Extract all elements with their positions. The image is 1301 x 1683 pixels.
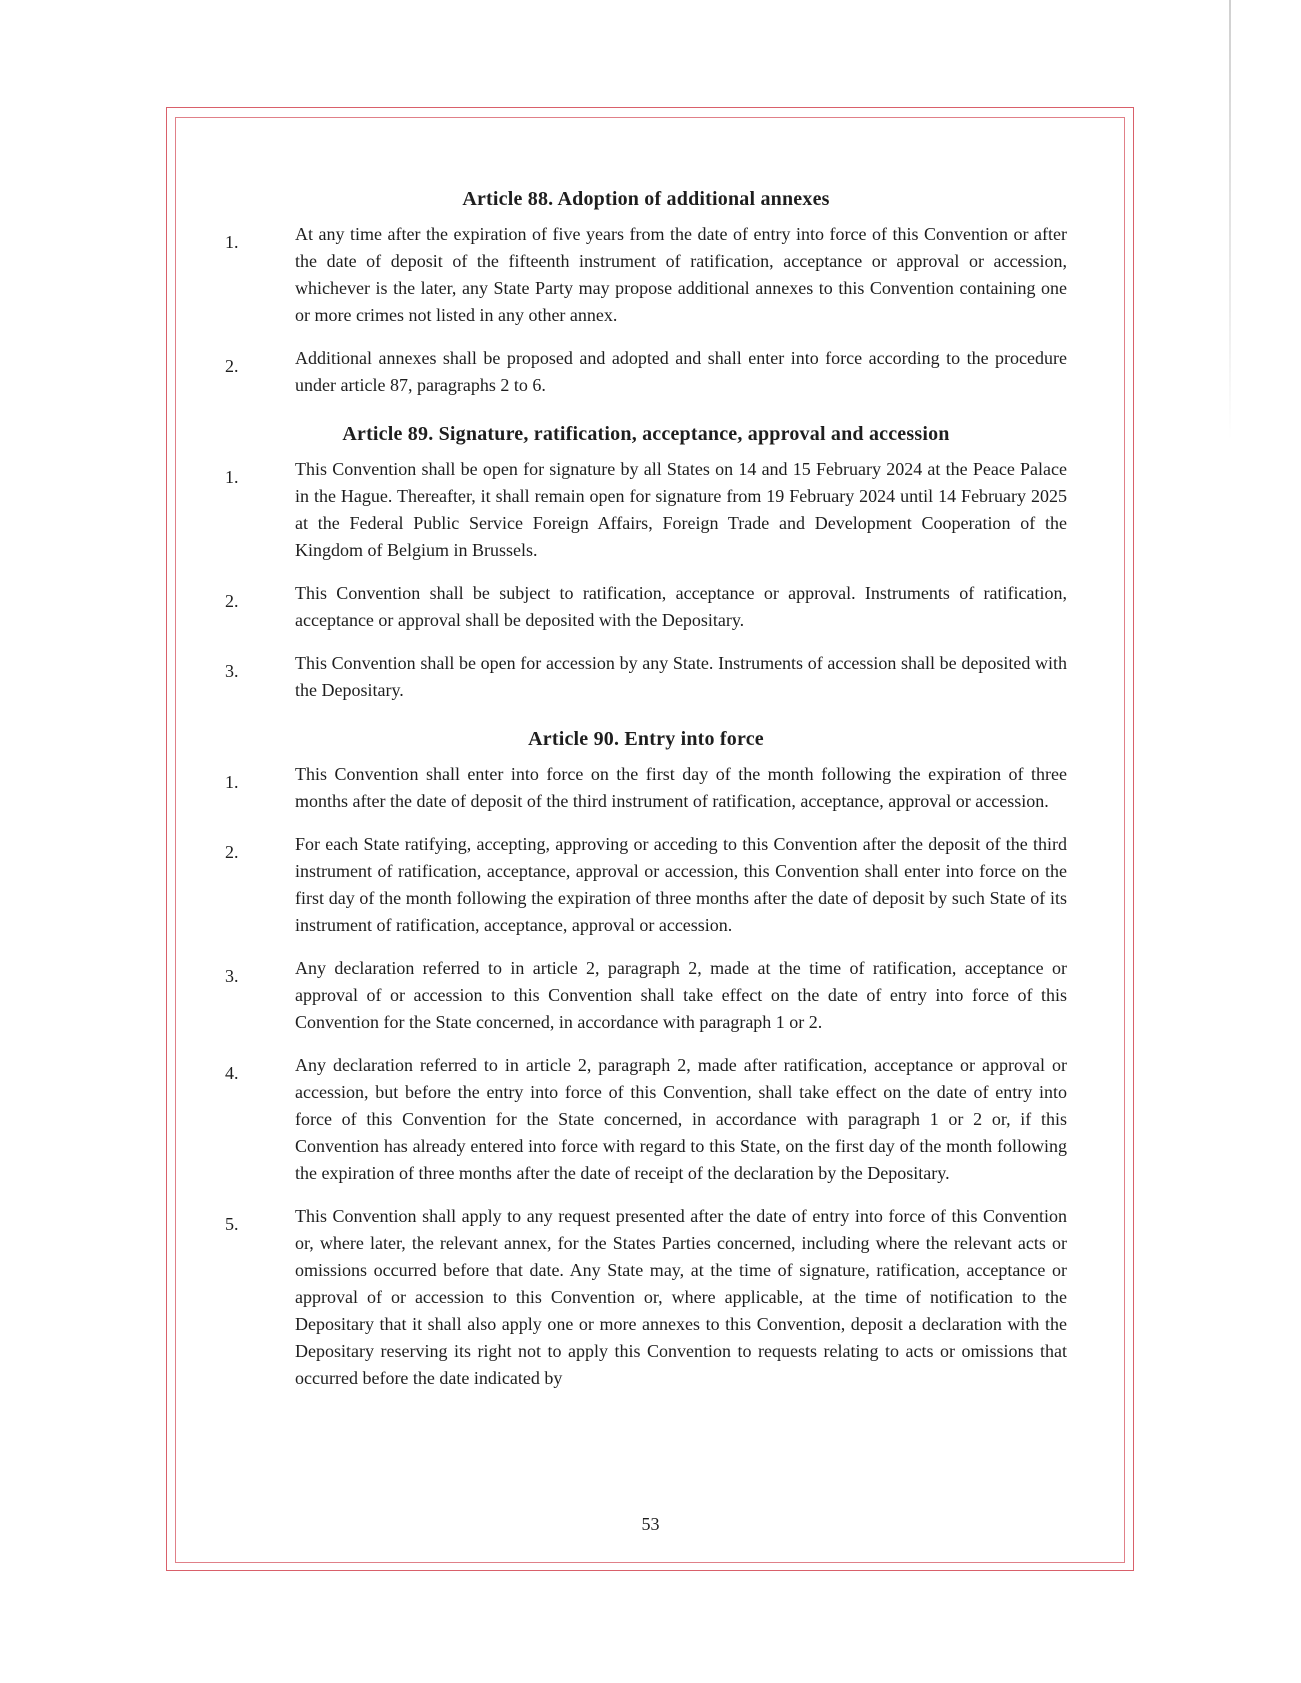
- paragraph: [225, 831, 1067, 939]
- article-heading: Article 89. Signature, ratification, acceptance, approval and accession: [342, 423, 950, 445]
- paragraph-text: This Convention shall be open for signature by all States on 14 and 15 February 2024 at the Peace Palace in the Hague. Thereafter, it shall remain open for signature from 19 February 2024 until 14 February 2025 at the Federal Public Service Foreign Affairs, Foreign Trade and Development Cooperation of the Kingdom of Belgium in Brussels.: [295, 459, 1067, 560]
- paragraph-number: 2.: [225, 356, 239, 376]
- paragraph: [225, 761, 1067, 815]
- paragraph: [225, 955, 1067, 1036]
- paragraph-text: This Convention shall enter into force on the first day of the month following the expiration of three months after the date of deposit of the third instrument of ratification, acceptance, approval or accession.: [295, 764, 1067, 811]
- paragraph-number: 3.: [225, 661, 239, 681]
- paragraph-text: Additional annexes shall be proposed and adopted and shall enter into force according to the procedure under article 87, paragraphs 2 to 6.: [295, 348, 1067, 395]
- article-heading: Article 90. Entry into force: [528, 728, 764, 750]
- paragraph-text: Any declaration referred to in article 2, paragraph 2, made after ratification, acceptance or approval or accession, but before the entry into force of this Convention, shall take effect on the date of entry into force of this Convention for the State concerned, in accordance with paragraph 1 or 2 or, if this Convention has already entered into force with regard to this State, on the first day of the month following the expiration of three months after the date of receipt of the declaration by the Depositary.: [295, 1055, 1067, 1183]
- paragraph: [225, 1052, 1067, 1187]
- scan-edge-line: [1229, 0, 1231, 440]
- paragraph-number: 2.: [225, 842, 239, 862]
- page-number: 53: [641, 1514, 660, 1534]
- paragraph: [225, 650, 1067, 704]
- paragraph-text: For each State ratifying, accepting, approving or acceding to this Convention after the deposit of the third instrument of ratification, acceptance, approval or accession, this Convention shall enter into force on the first day of the month following the expiration of three months after the date of deposit by such State of its instrument of ratification, acceptance, approval or accession.: [295, 834, 1067, 935]
- paragraph-number: 3.: [225, 966, 239, 986]
- paragraph-text: Any declaration referred to in article 2, paragraph 2, made at the time of ratification, acceptance or approval of or accession to this Convention shall take effect on the date of entry into force of this Convention for the State concerned, in accordance with paragraph 1 or 2.: [295, 958, 1067, 1032]
- article-88: [225, 188, 1067, 399]
- paragraph-number: 1.: [225, 467, 239, 487]
- paragraph-number: 1.: [225, 772, 239, 792]
- paragraph-text: At any time after the expiration of five years from the date of entry into force of this Convention or after the date of deposit of the fifteenth instrument of ratification, acceptance or approval or accession, whichever is the later, any State Party may propose additional annexes to this Convention containing one or more crimes not listed in any other annex.: [295, 224, 1067, 325]
- paragraph-text: This Convention shall be subject to ratification, acceptance or approval. Instruments of ratification, acceptance or approval shall be deposited with the Depositary.: [295, 583, 1067, 630]
- article-89: [225, 423, 1067, 704]
- paragraph-text: This Convention shall apply to any request presented after the date of entry into force of this Convention or, where later, the relevant annex, for the States Parties concerned, including where the relevant acts or omissions occurred before that date. Any State may, at the time of signature, ratification, acceptance or approval of or accession to this Convention or, where applicable, at the time of notification to the Depositary that it shall also apply one or more annexes to this Convention, deposit a declaration with the Depositary reserving its right not to apply this Convention to requests relating to acts or omissions that occurred before the date indicated by: [295, 1206, 1067, 1388]
- paragraph: [225, 456, 1067, 564]
- paragraph-number: 4.: [225, 1063, 239, 1083]
- paragraph: [225, 221, 1067, 329]
- paragraph-number: 2.: [225, 591, 239, 611]
- article-90: [225, 728, 1067, 1392]
- paragraph-text: This Convention shall be open for accession by any State. Instruments of accession shall be deposited with the Depositary.: [295, 653, 1067, 700]
- document-body: [225, 188, 1067, 1408]
- paragraph: [225, 580, 1067, 634]
- paragraph-number: 1.: [225, 232, 239, 252]
- paragraph: [225, 345, 1067, 399]
- paragraph: [225, 1203, 1067, 1392]
- article-heading: Article 88. Adoption of additional annexes: [462, 188, 830, 210]
- paragraph-number: 5.: [225, 1214, 239, 1234]
